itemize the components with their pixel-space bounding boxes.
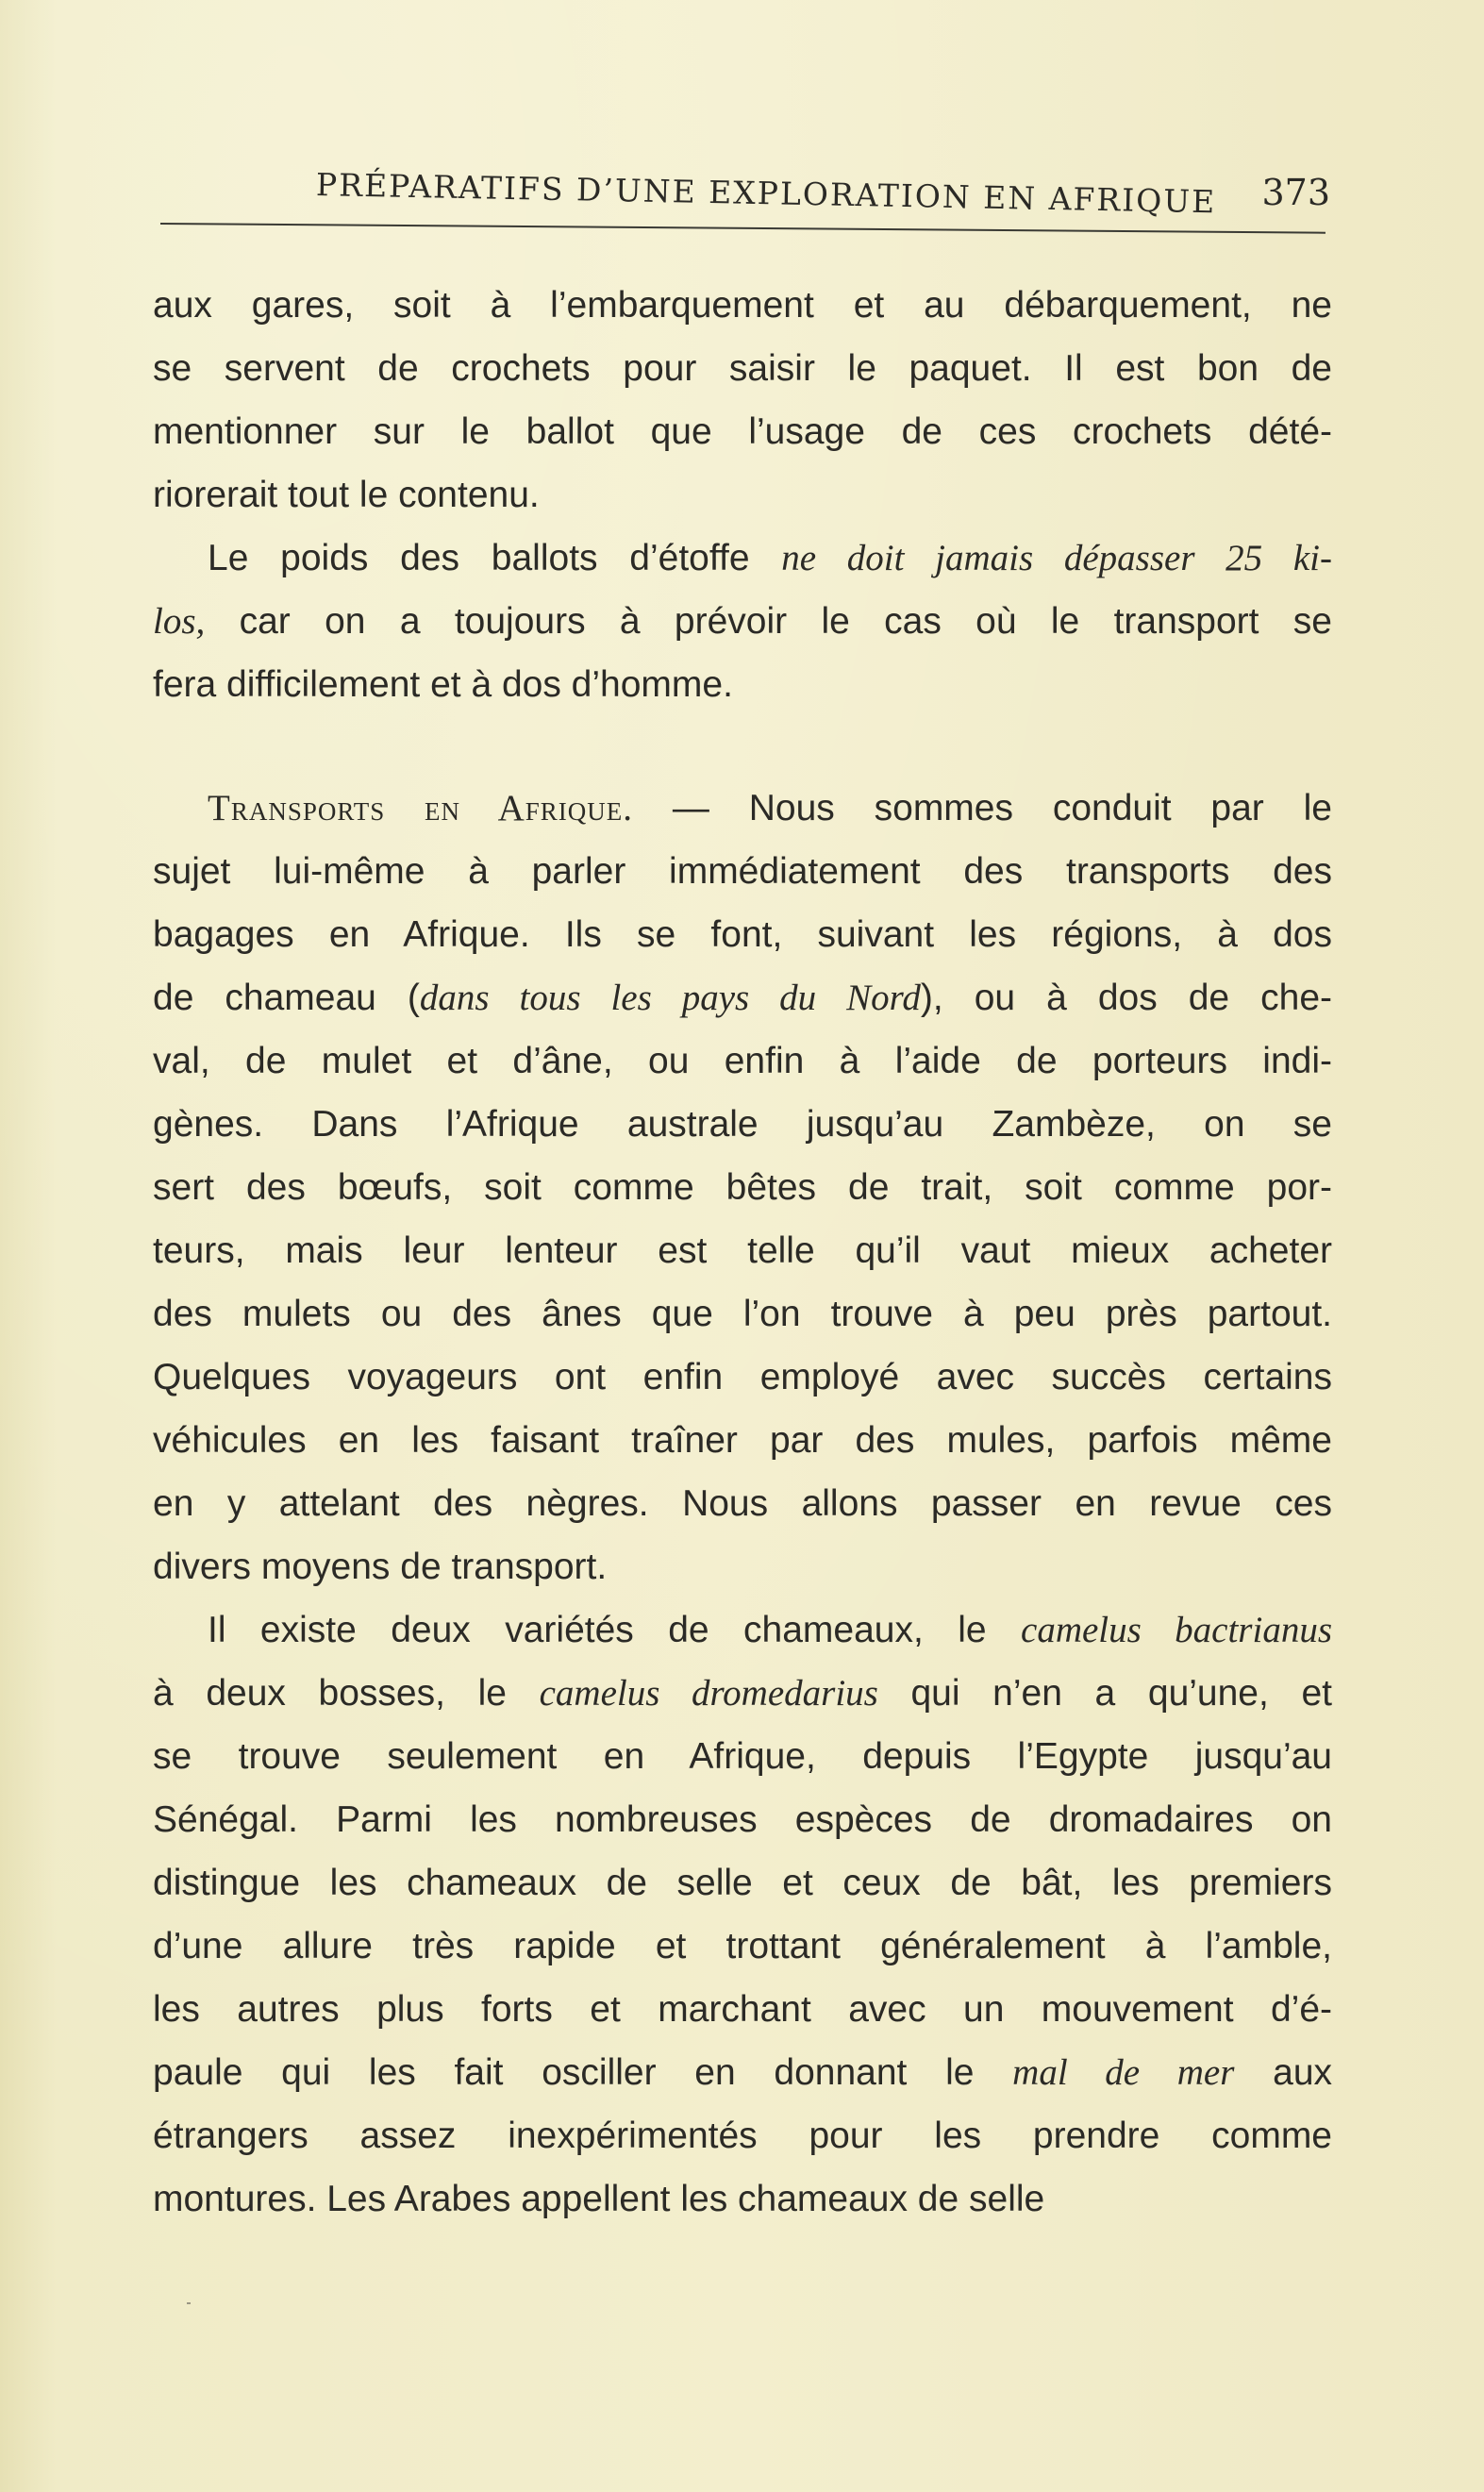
italic-run: mal de mer [1012,2052,1235,2093]
italic-run: dans tous les pays du Nord [419,978,921,1018]
body-text [153,274,1332,2231]
text-line: riorerait tout le contenu. [153,475,540,515]
text-run: — Nous sommes conduit par le [633,788,1332,828]
italic-run: los, [153,601,206,642]
text-line: fera difficilement et à dos d’homme. [153,664,733,705]
text-line: Sénégal. Parmi les nombreuses espèces de dromadaires on [153,1799,1332,1840]
text-line: mentionner sur le ballot que l’usage de ces crochets dété- [153,411,1332,452]
text-run: car on a toujours à prévoir le cas où le transport se [205,601,1332,642]
text-line [153,2041,1332,2104]
page-number: 373 [1261,172,1330,213]
text-line: des mulets ou des ânes que l’on trouve à peu près partout. [153,1294,1332,1334]
text-line: aux gares, soit à l’embarquement et au débarquement, ne [153,285,1332,326]
text-line [153,1662,1332,1725]
text-line [153,777,1332,840]
text-run: ), ou à dos de che- [920,978,1333,1018]
text-line: montures. Les Arabes appellent les chameaux de selle [153,2179,1045,2219]
text-line: les autres plus forts et marchant avec un mouvement d’é- [153,1989,1332,2030]
text-line [153,590,1332,653]
section-heading: Transports en Afrique. [208,788,634,828]
text-line [153,527,1332,590]
text-line: sujet lui-même à parler immédiatement des transports des [153,851,1332,892]
header-rule [160,223,1326,234]
text-run: paule qui les fait osciller en donnant le [153,2052,1013,2093]
text-run: de chameau ( [153,978,420,1018]
italic-run: ne doit jamais dépasser 25 ki- [781,538,1332,578]
text-line: divers moyens de transport. [153,1547,608,1587]
text-line: véhicules en les faisant traîner par des mules, parfois même [153,1420,1332,1461]
text-line: Quelques voyageurs ont enfin employé avec succès certains [153,1357,1332,1397]
text-line: étrangers assez inexpérimentés pour les prendre comme [153,2116,1332,2156]
paragraph-4 [153,1598,1332,2231]
text-line: se servent de crochets pour saisir le paquet. Il est bon de [153,348,1332,389]
section-gap [153,716,1332,777]
text-line [153,1598,1332,1662]
text-line: val, de mulet et d’âne, ou enfin à l’aide de porteurs indi- [153,1041,1332,1081]
paper-speck [187,2302,191,2304]
text-line: gènes. Dans l’Afrique australe jusqu’au Zambèze, on se [153,1104,1332,1145]
running-title: PRÉPARATIFS D’UNE EXPLORATION EN AFRIQUE [315,166,1217,221]
text-line [153,966,1332,1029]
paragraph-3 [153,777,1332,1598]
text-line: en y attelant des nègres. Nous allons passer en revue ces [153,1483,1332,1524]
text-line: se trouve seulement en Afrique, depuis l’Egypte jusqu’au [153,1736,1332,1777]
text-run: à deux bosses, le [153,1673,540,1714]
text-line: d’une allure très rapide et trottant généralement à l’amble, [153,1926,1332,1966]
text-line: bagages en Afrique. Ils se font, suivant les régions, à dos [153,914,1332,955]
text-run: aux [1234,2052,1333,2093]
text-run: Il existe deux variétés de chameaux, le [208,1610,1022,1650]
text-line: teurs, mais leur lenteur est telle qu’il vaut mieux acheter [153,1230,1332,1271]
italic-run: camelus dromedarius [539,1673,878,1714]
paragraph-2 [153,527,1332,716]
running-head [315,160,1330,221]
text-run: qui n’en a qu’une, et [877,1673,1332,1714]
text-run: Le poids des ballots d’étoffe [208,538,782,578]
text-line: distingue les chameaux de selle et ceux de bât, les premiers [153,1863,1332,1903]
paragraph-1 [153,274,1332,527]
italic-run: camelus bactrianus [1021,1610,1332,1650]
text-line: sert des bœufs, soit comme bêtes de trait, soit comme por- [153,1167,1332,1208]
